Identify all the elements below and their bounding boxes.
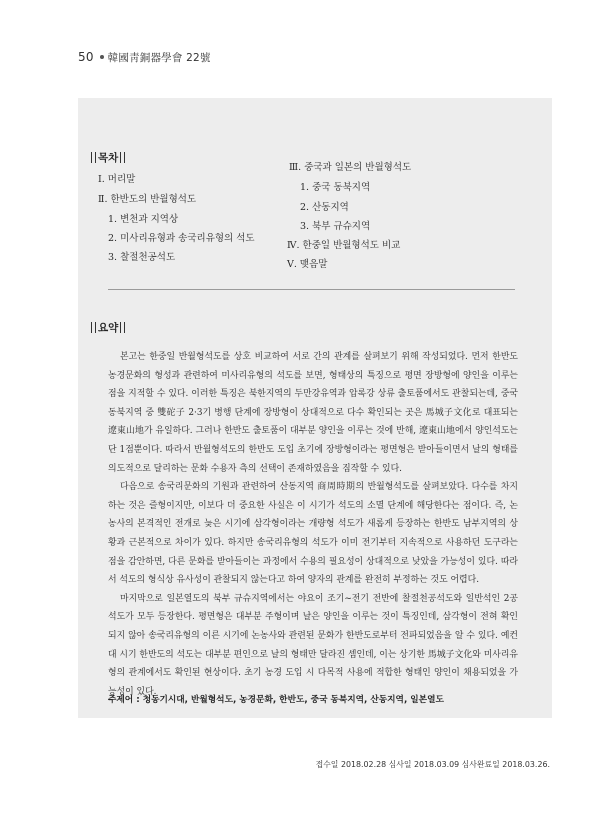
- toc-item: 3. 북부 규슈지역: [300, 221, 371, 232]
- heading-bar-icon: [91, 322, 96, 333]
- heading-bar-icon: [120, 152, 125, 163]
- abstract-paragraph: 본고는 한중일 반월형석도를 상호 비교하여 서로 간의 관계를 살펴보기 위해 작성되었다. 먼저 한반도 농경문화의 형성과 관련하여 미사리유형의 석도를 보면, 형태상의 특징으로 평면 장방형에 양인을 이루는 점을 지적할 수 있다. 이러한 특징은 북한지역의 두만강유역과 압록강 상류 출토품에서도 관찰되는데, 중국 동북지역 중 雙砣子 2·3기 병행 단계에 장방형이 상대적으로 다수 확인되는 곳은 馬城子文化로 대표되는 遼東山地가 유일하다. 그러나 한반도 출토품이 대부분 양인을 이루는 것에 반해, 遼東山地에서 양인석도는 단 1점뿐이다. 따라서 반월형석도의 한반도 도입 초기에 장방형이라는 평면형은 받아들이면서 날의 형태를 의도적으로 달리하는 문화 수용자 측의 선택이 존재하였음을 짐작할 수 있다.: [108, 352, 518, 474]
- keywords-text: 청동기시대, 반월형석도, 농경문화, 한반도, 중국 동북지역, 산동지역, 일본열도: [142, 695, 444, 705]
- abstract-body: [108, 348, 518, 701]
- abstract-heading-text: 요약: [98, 322, 119, 334]
- toc-item: Ⅴ. 맺음말: [287, 259, 328, 270]
- review-dates: 접수일 2018.02.28 심사일 2018.03.09 심사완료일 2018.03.26.: [315, 760, 550, 769]
- keywords: [108, 693, 528, 705]
- toc-item: Ⅲ. 중국과 일본의 반월형석도: [289, 162, 412, 173]
- contents-heading: [89, 150, 127, 165]
- toc-item: 2. 산동지역: [300, 202, 349, 213]
- abstract-paragraph: 다음으로 송국리문화의 기원과 관련하여 산동지역 商周時期의 반월형석도를 살펴보았다. 다수를 차지하는 것은 즐형이지만, 이보다 더 중요한 사실은 이 시기가 석도의 소멸 단계에 해당한다는 점이다. 즉, 논농사의 본격적인 전개로 늦은 시기에 삼각형이라는 개량형 석도가 새롭게 등장하는 한반도 남부지역의 상황과 근본적으로 차이가 있다. 하지만 송국리유형의 석도가 이미 전기부터 지속적으로 사용하던 도구라는 점을 감안하면, 다른 문화를 받아들이는 과정에서 수용의 필요성이 상대적으로 낮았을 가능성이 있다. 따라서 석도의 형식상 유사성이 관찰되지 않는다고 하여 양자의 관계를 완전히 부정하는 것도 어렵다.: [108, 482, 518, 586]
- section-divider: [108, 289, 515, 290]
- toc-item: 3. 찰절천공석도: [108, 252, 176, 263]
- toc-item: Ⅱ. 한반도의 반월형석도: [98, 194, 197, 205]
- contents-heading-text: 목차: [98, 152, 119, 164]
- page-number: 50: [78, 50, 94, 64]
- toc-item: 1. 변천과 지역상: [108, 214, 179, 225]
- toc-item: 2. 미사리유형과 송국리유형의 석도: [108, 233, 255, 244]
- toc-item: Ⅳ. 한중일 반월형석도 비교: [287, 240, 401, 251]
- heading-bar-icon: [120, 322, 125, 333]
- toc-item: Ⅰ. 머리말: [98, 174, 136, 185]
- toc-item: 1. 중국 동북지역: [300, 182, 371, 193]
- heading-bar-icon: [91, 152, 96, 163]
- abstract-paragraph: 마지막으로 일본열도의 북부 규슈지역에서는 야요이 조기~전기 전반에 찰절천공석도와 일반석인 2공석도가 모두 등장한다. 평면형은 대부분 주형이며 날은 양인을 이루는 것이 특징인데, 삼각형이 전혀 확인되지 않아 송국리유형의 이른 시기에 논농사와 관련된 문화가 한반도로부터 전파되었음을 알 수 있다. 예컨대 시기 한반도의 석도는 대부분 편인으로 날의 형태만 달라진 셈인데, 이는 상기한 馬城子文化와 미사리유형의 관계에서도 확인된 현상이다. 초기 농경 도입 시 다목적 사용에 적합한 형태인 양인이 채용되었을 가능성이 있다.: [108, 593, 518, 697]
- running-header: [78, 50, 211, 65]
- bullet-icon: [100, 55, 104, 59]
- keywords-label: 주제어 :: [108, 695, 140, 705]
- journal-name: 韓國靑銅器學會 22號: [107, 52, 211, 64]
- abstract-heading: [89, 320, 127, 335]
